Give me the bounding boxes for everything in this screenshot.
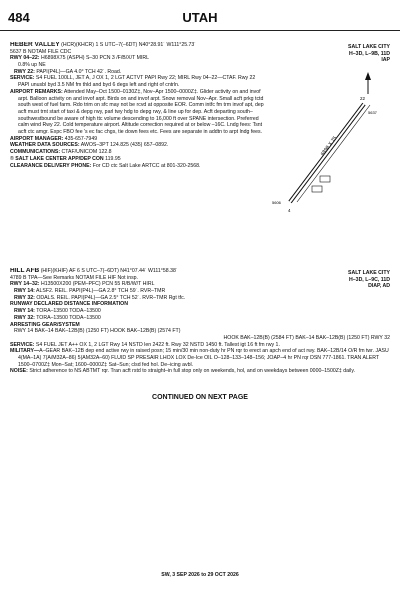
hill-declared-distance-header: RUNWAY DECLARED DISTANCE INFORMATION xyxy=(10,301,128,308)
header-rule xyxy=(0,30,400,31)
heber-elev: 5637 B NOTAM FILE CDC xyxy=(10,48,72,55)
hill-noise-text: Strict adherence to NS ABTMT rqr. Tran acft rstd to straight–in full stop only on weekends, hol, and on weekdays between 0000–1500Z‡ daily. xyxy=(29,368,355,375)
hill-ref-charts: H–3D, L–9C, 11D xyxy=(349,276,390,283)
heber-rwy22-label: RWY 22: xyxy=(14,68,35,75)
hill-military-label: MILITARY— xyxy=(10,348,40,355)
heber-rwy-sub: 0.8% up NE xyxy=(18,62,46,69)
heber-ref-iap: IAP xyxy=(381,57,390,64)
hill-rwy-text: H13500X200 (PEM–PFC) PCN 55 R/B/W/T HIRL xyxy=(40,281,155,288)
heber-remarks-label: AIRPORT REMARKS: xyxy=(10,88,63,95)
hill-rwy-label: RWY 14–32: xyxy=(10,281,40,288)
hill-decl14-text: TORA–13500 TODA–13500 xyxy=(36,308,101,315)
page-number: 484 xyxy=(8,10,30,25)
heber-clearance-text: For CD ctc Salt Lake ARTCC at 801-320-2568. xyxy=(92,162,201,169)
page-header xyxy=(0,10,400,32)
continued-notice: CONTINUED ON NEXT PAGE xyxy=(152,394,248,401)
diagram-elev-top: 5637 xyxy=(368,110,377,115)
heber-airport-diagram xyxy=(268,64,390,216)
diagram-runway-dimensions: 6898 X 75 xyxy=(319,135,339,158)
heber-rwy22-text: PAPI(P4L)—GA 4.0° TCH 42´. Road. xyxy=(36,68,122,75)
hill-noise-label: NOISE: xyxy=(10,368,28,375)
hill-rwy14-text: ALSF2. REIL. PAPI(P4L)—GA 2.8° TCH 59´. RVR–TMR xyxy=(36,288,166,295)
hill-ref-diap: DIAP, AD xyxy=(368,283,390,290)
diagram-rwy-num-22: 22 xyxy=(360,96,366,101)
heber-remarks-text: Attended May–Oct 1500–0130Z‡, Nov–Apr 1500–0000Z‡. Glider activity on and invof arpt. Balloon activity on and invof arpt. Birds on and invof arpt. Snow removal Nov–Apr. Small acft prkg tctd south west of fuel farm. Rdo trim on sfc may not be rcvd at opposite EOR. Comm intfc fm trm invof apt, dep acft must trnt start of taxi & depg rwy, parl twy hdg to depg rwy, & line up for dep. Acft departing south–southwestbound be aware of high ttc volume descending to 16,000 ft over SPANE intersection. Preferred calm wind Rwy 22. Cold temperature airport. Altitude correction required at or below –16C. Lndg fees: Tsnt acft ctc amgr. Expc FBO fee 's ec fac chgs, tie down fees etc. Fees are separate in addtn to arpt lndg fees. xyxy=(18,88,264,136)
heber-ref-city: SALT LAKE CITY xyxy=(348,44,390,50)
north-arrow xyxy=(365,72,371,94)
heber-comm-text: CTAF/UNICOM 122.8 xyxy=(61,149,112,156)
state-title: UTAH xyxy=(182,10,218,25)
heber-service-text: S4 FUEL 100LL, JET A, J OX 1, 2 LGT ACTVT PAPI Rwy 22; MIRL Rwy 04–22—CTAF. Rwy 22 PAPI unusbl byd 3.5 NM fm thld and byd 6 degs left and right of cntrln. xyxy=(18,75,256,89)
hill-ref-city: SALT LAKE CITY xyxy=(348,270,390,276)
diagram-rwy-num-4: 4 xyxy=(288,208,291,213)
hill-military-text: A–GEAR BAK–12B dep end active rwy in raised posn; 15 min/30 min non-duty hr PN rqr to erect an apch end of act rwy. BAK–12B/14 O/R fm twr. JASU 4(MA–1A) 7(A/M32A–86) 5(AM32A–60) FLUID SP PRESAIR LHOX LOX De-Ice OIL O–128–133–148–156; JOAP–4 hr PN rqr DSN 777-1861. TRAN ALERT 1500–0700Z‡ Mon–Sat; 1600–0000Z‡ Sat–Sun; clsd fed hol. De–icing avbl. xyxy=(18,348,389,368)
heber-manager-label: AIRPORT MANAGER: xyxy=(10,135,64,142)
heber-rwy-label: RWY 04–22: xyxy=(10,55,40,62)
hill-arrest-32: HOOK BAK–12B(B) (2584 FT) BAK–14 BAK–12B(B) (1250 FT) RWY 32 xyxy=(223,334,390,341)
heber-rwy-text: H6898X75 (ASPH) S–30 PCN 3 /F/B/X/T MIRL xyxy=(40,55,149,62)
hill-decl32-label: RWY 32: xyxy=(14,314,35,321)
hill-decl14-label: RWY 14: xyxy=(14,308,35,315)
diagram-elev-bottom: 5606 xyxy=(272,200,281,205)
heber-name: HEBER VALLEY xyxy=(10,42,60,48)
heber-clearance-label: CLEARANCE DELIVERY PHONE: xyxy=(10,162,92,169)
heber-comm-label: COMMUNICATIONS: xyxy=(10,149,61,156)
hill-elev: 4789 B TPA—See Remarks NOTAM FILE HIF Not insp. xyxy=(10,274,138,281)
hill-decl32-text: TORA–13500 TODA–13500 xyxy=(36,314,101,321)
hill-service-label: SERVICE: xyxy=(10,341,35,348)
heber-location: 1 S UTC–7(–6DT) N40°28.91´ W111°25.73´ xyxy=(95,42,197,48)
hill-name: HILL AFB xyxy=(10,268,40,274)
heber-weather-text: AWOS–3PT 124.825 (435) 657–0892. xyxy=(80,142,169,149)
page-footer: SW, 3 SEP 2026 to 29 OCT 2026 xyxy=(161,572,239,578)
hill-location: AF 6 S UTC–7(–6DT) N41°07.44´ W111°58.38´ xyxy=(68,268,178,274)
hill-afb-entry xyxy=(10,268,390,375)
heber-service-label: SERVICE: xyxy=(10,75,35,82)
hill-ident: (HIF)(KHIF) xyxy=(40,268,68,274)
heber-ident: (HCR)(KHCR) xyxy=(61,42,95,48)
heber-ref-charts: H–3D, L–9B, 11D xyxy=(349,50,390,57)
heber-weather-label: WEATHER DATA SOURCES: xyxy=(10,142,80,149)
hill-arrest-14: RWY 14 BAK–14 BAK–12B(B) (1250 FT) HOOK BAK–12B(B) (2574 FT) xyxy=(14,328,181,335)
heber-center-text: 119.95 xyxy=(105,155,121,162)
compass-icon: ® xyxy=(10,155,14,162)
hill-service-text: S4 FUEL JET A++ OX 1, 2 LGT Rwy 14 NSTD len 2422 ft. Rwy 32 NSTD 1450 ft. Tallest igt 16 ft fm rwy 1. xyxy=(35,341,280,348)
hill-arresting-gear-header: ARRESTING GEAR/SYSTEM xyxy=(10,321,80,328)
runway-04-22 xyxy=(290,104,370,202)
hill-rwy14-label: RWY 14: xyxy=(14,288,35,295)
heber-center-label: SALT LAKE CENTER APP/DEP CON xyxy=(15,155,104,162)
heber-manager-text: 435-657-7949 xyxy=(64,135,98,142)
hill-rwy32-text: ODALS. REIL. PAPI(P4L)—GA 2.5° TCH 52´. RVR–TMR Rgt tfc. xyxy=(36,294,186,301)
hill-rwy32-label: RWY 32: xyxy=(14,294,35,301)
